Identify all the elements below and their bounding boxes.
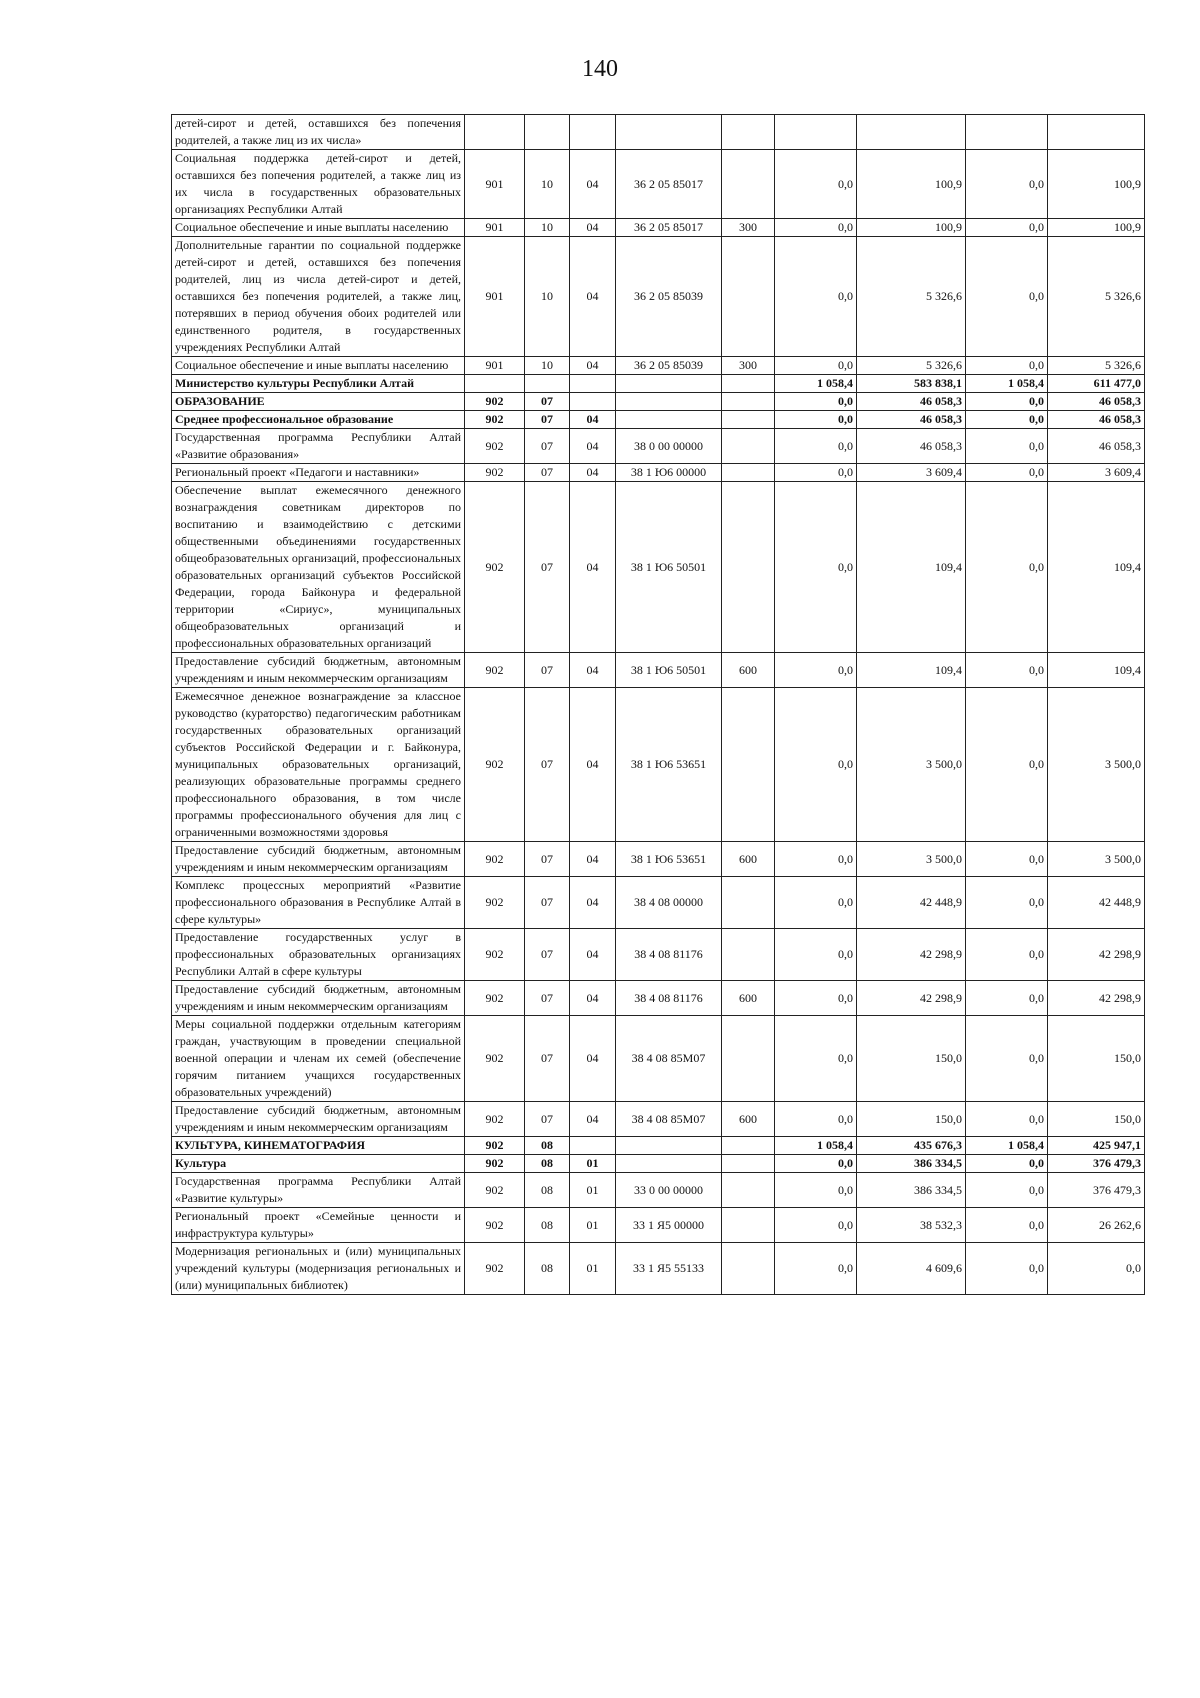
- row-value-1: [775, 115, 857, 150]
- row-value-3: [966, 115, 1048, 150]
- row-gr: [465, 375, 525, 393]
- row-value-4: 425 947,1: [1048, 1137, 1145, 1155]
- row-value-3: 0,0: [966, 1243, 1048, 1295]
- row-value-1: 1 058,4: [775, 375, 857, 393]
- row-rz: 07: [525, 1016, 570, 1102]
- row-rz: 07: [525, 1102, 570, 1137]
- row-value-1: 0,0: [775, 1208, 857, 1243]
- row-rz: [525, 375, 570, 393]
- row-rz: 10: [525, 237, 570, 357]
- row-pr: [570, 393, 616, 411]
- row-value-2: 5 326,6: [857, 237, 966, 357]
- table-row: [172, 1016, 1145, 1102]
- table-row: [172, 1173, 1145, 1208]
- row-csr: 38 4 08 81176: [616, 981, 722, 1016]
- row-pr: 04: [570, 482, 616, 653]
- row-name: Предоставление субсидий бюджетным, автономным учреждениям и иным некоммерческим организациям: [172, 653, 465, 688]
- row-vr: [722, 482, 775, 653]
- row-gr: 902: [465, 688, 525, 842]
- row-rz: 08: [525, 1155, 570, 1173]
- row-rz: 10: [525, 150, 570, 219]
- row-gr: 901: [465, 150, 525, 219]
- row-value-4: 42 448,9: [1048, 877, 1145, 929]
- table-row: [172, 357, 1145, 375]
- row-value-1: 0,0: [775, 981, 857, 1016]
- row-gr: 902: [465, 482, 525, 653]
- row-rz: 07: [525, 464, 570, 482]
- row-name: Предоставление субсидий бюджетным, автономным учреждениям и иным некоммерческим организациям: [172, 981, 465, 1016]
- row-csr: 36 2 05 85017: [616, 150, 722, 219]
- row-rz: 07: [525, 929, 570, 981]
- row-csr: 33 0 00 00000: [616, 1173, 722, 1208]
- row-pr: 01: [570, 1173, 616, 1208]
- row-value-1: 0,0: [775, 482, 857, 653]
- row-gr: 902: [465, 1173, 525, 1208]
- row-csr: 38 1 Ю6 00000: [616, 464, 722, 482]
- row-rz: 10: [525, 357, 570, 375]
- row-value-1: 0,0: [775, 877, 857, 929]
- row-value-1: 0,0: [775, 1173, 857, 1208]
- row-csr: 38 1 Ю6 53651: [616, 688, 722, 842]
- row-name: Обеспечение выплат ежемесячного денежного вознаграждения советникам директоров по воспитанию и взаимодействию с детскими общественными объединениями государственных общеобразовательных организаций, профессиональных образовательных организаций субъектов Российской Федерации, города Байконура и федеральной территории «Сириус», муниципальных общеобразовательных организаций и профессиональных образовательных организаций: [172, 482, 465, 653]
- budget-table: [171, 114, 1145, 1295]
- row-value-1: 0,0: [775, 237, 857, 357]
- row-value-4: 46 058,3: [1048, 429, 1145, 464]
- row-pr: 04: [570, 1016, 616, 1102]
- row-csr: [616, 393, 722, 411]
- row-value-3: 0,0: [966, 482, 1048, 653]
- row-value-1: 0,0: [775, 842, 857, 877]
- row-name: Предоставление государственных услуг в профессиональных образовательных организациях Республики Алтай в сфере культуры: [172, 929, 465, 981]
- table-row: [172, 688, 1145, 842]
- row-rz: 07: [525, 688, 570, 842]
- row-rz: 10: [525, 219, 570, 237]
- row-value-2: 42 448,9: [857, 877, 966, 929]
- row-vr: 600: [722, 1102, 775, 1137]
- row-name: Ежемесячное денежное вознаграждение за классное руководство (кураторство) педагогическим работникам государственных образовательных организаций субъектов Российской Федерации и г. Байконура, муниципальных образовательных организаций, реализующих образовательные программы среднего профессионального образования, в том числе программы профессионального обучения для лиц с ограниченными возможностями здоровья: [172, 688, 465, 842]
- row-gr: 902: [465, 929, 525, 981]
- table-row: [172, 929, 1145, 981]
- row-pr: 04: [570, 411, 616, 429]
- row-csr: 38 0 00 00000: [616, 429, 722, 464]
- row-rz: 08: [525, 1208, 570, 1243]
- row-vr: 600: [722, 842, 775, 877]
- row-rz: 07: [525, 429, 570, 464]
- row-pr: 04: [570, 929, 616, 981]
- row-rz: 07: [525, 877, 570, 929]
- row-value-2: 386 334,5: [857, 1155, 966, 1173]
- row-value-4: 109,4: [1048, 653, 1145, 688]
- row-value-3: 1 058,4: [966, 1137, 1048, 1155]
- row-name: КУЛЬТУРА, КИНЕМАТОГРАФИЯ: [172, 1137, 465, 1155]
- row-vr: [722, 1016, 775, 1102]
- row-csr: 38 4 08 81176: [616, 929, 722, 981]
- table-row: [172, 981, 1145, 1016]
- row-value-4: 0,0: [1048, 1243, 1145, 1295]
- row-name: Социальное обеспечение и иные выплаты населению: [172, 219, 465, 237]
- row-gr: 902: [465, 411, 525, 429]
- row-value-1: 0,0: [775, 393, 857, 411]
- row-rz: 07: [525, 653, 570, 688]
- row-csr: 38 1 Ю6 53651: [616, 842, 722, 877]
- row-vr: [722, 150, 775, 219]
- row-vr: [722, 929, 775, 981]
- table-row: [172, 653, 1145, 688]
- row-vr: [722, 1208, 775, 1243]
- row-value-1: 0,0: [775, 219, 857, 237]
- row-csr: 38 1 Ю6 50501: [616, 653, 722, 688]
- row-pr: 04: [570, 464, 616, 482]
- row-name: Меры социальной поддержки отдельным категориям граждан, участвующим в проведении специальной военной операции и членам их семей (обеспечение горячим питанием учащихся государственных образовательных учреждений): [172, 1016, 465, 1102]
- row-value-2: 46 058,3: [857, 429, 966, 464]
- row-csr: 38 1 Ю6 50501: [616, 482, 722, 653]
- row-value-1: 1 058,4: [775, 1137, 857, 1155]
- row-csr: [616, 375, 722, 393]
- row-csr: 38 4 08 85М07: [616, 1016, 722, 1102]
- row-name: Государственная программа Республики Алтай «Развитие образования»: [172, 429, 465, 464]
- row-value-1: 0,0: [775, 411, 857, 429]
- row-value-4: 376 479,3: [1048, 1155, 1145, 1173]
- row-pr: 04: [570, 688, 616, 842]
- row-csr: 38 4 08 85М07: [616, 1102, 722, 1137]
- row-value-1: 0,0: [775, 1102, 857, 1137]
- table-row: [172, 1243, 1145, 1295]
- row-name: Социальное обеспечение и иные выплаты населению: [172, 357, 465, 375]
- row-csr: [616, 411, 722, 429]
- row-pr: [570, 375, 616, 393]
- table-row: [172, 464, 1145, 482]
- row-value-3: 0,0: [966, 842, 1048, 877]
- row-gr: 901: [465, 237, 525, 357]
- row-value-3: 0,0: [966, 929, 1048, 981]
- row-vr: [722, 1137, 775, 1155]
- row-pr: 04: [570, 877, 616, 929]
- row-rz: 07: [525, 981, 570, 1016]
- row-pr: 04: [570, 219, 616, 237]
- row-name: Министерство культуры Республики Алтай: [172, 375, 465, 393]
- row-value-4: 150,0: [1048, 1102, 1145, 1137]
- row-value-4: 150,0: [1048, 1016, 1145, 1102]
- row-rz: 08: [525, 1173, 570, 1208]
- row-pr: [570, 1137, 616, 1155]
- row-value-3: 0,0: [966, 981, 1048, 1016]
- table-row: [172, 1208, 1145, 1243]
- row-rz: 07: [525, 411, 570, 429]
- row-value-4: 376 479,3: [1048, 1173, 1145, 1208]
- row-gr: 902: [465, 1243, 525, 1295]
- row-rz: 07: [525, 393, 570, 411]
- row-value-4: 5 326,6: [1048, 357, 1145, 375]
- row-value-3: 0,0: [966, 653, 1048, 688]
- row-value-1: 0,0: [775, 429, 857, 464]
- row-value-4: 26 262,6: [1048, 1208, 1145, 1243]
- row-csr: [616, 1155, 722, 1173]
- table-row: [172, 482, 1145, 653]
- row-gr: 902: [465, 842, 525, 877]
- row-vr: [722, 115, 775, 150]
- row-value-1: 0,0: [775, 1016, 857, 1102]
- row-value-4: 5 326,6: [1048, 237, 1145, 357]
- table-row: [172, 1155, 1145, 1173]
- row-vr: [722, 1243, 775, 1295]
- row-pr: 04: [570, 237, 616, 357]
- row-value-2: 3 500,0: [857, 842, 966, 877]
- row-vr: [722, 411, 775, 429]
- row-rz: 08: [525, 1243, 570, 1295]
- row-value-3: 0,0: [966, 150, 1048, 219]
- table-row: [172, 877, 1145, 929]
- row-value-4: 3 500,0: [1048, 688, 1145, 842]
- row-name: Дополнительные гарантии по социальной поддержке детей-сирот и детей, оставшихся без попечения родителей, лиц из числа детей-сирот и детей, оставшихся без попечения родителей, а также лиц, потерявших в период обучения обоих родителей или единственного родителя, в государственных учреждениях Республики Алтай: [172, 237, 465, 357]
- row-name: Региональный проект «Педагоги и наставники»: [172, 464, 465, 482]
- row-value-3: 0,0: [966, 1102, 1048, 1137]
- row-value-2: 109,4: [857, 482, 966, 653]
- row-vr: 600: [722, 981, 775, 1016]
- row-name: Предоставление субсидий бюджетным, автономным учреждениям и иным некоммерческим организациям: [172, 1102, 465, 1137]
- row-value-2: 109,4: [857, 653, 966, 688]
- row-value-2: 42 298,9: [857, 981, 966, 1016]
- row-value-2: 38 532,3: [857, 1208, 966, 1243]
- row-vr: [722, 464, 775, 482]
- row-value-2: 583 838,1: [857, 375, 966, 393]
- row-value-3: 0,0: [966, 464, 1048, 482]
- row-name: ОБРАЗОВАНИЕ: [172, 393, 465, 411]
- row-value-1: 0,0: [775, 688, 857, 842]
- row-rz: [525, 115, 570, 150]
- row-value-2: 3 609,4: [857, 464, 966, 482]
- row-csr: 36 2 05 85039: [616, 357, 722, 375]
- row-rz: 08: [525, 1137, 570, 1155]
- row-gr: 902: [465, 981, 525, 1016]
- row-value-2: 3 500,0: [857, 688, 966, 842]
- row-gr: 902: [465, 1208, 525, 1243]
- row-pr: 04: [570, 842, 616, 877]
- row-value-2: 5 326,6: [857, 357, 966, 375]
- row-name: Среднее профессиональное образование: [172, 411, 465, 429]
- row-gr: 901: [465, 219, 525, 237]
- row-vr: [722, 375, 775, 393]
- row-gr: 902: [465, 1102, 525, 1137]
- row-value-4: 42 298,9: [1048, 929, 1145, 981]
- row-value-4: 42 298,9: [1048, 981, 1145, 1016]
- row-value-4: 3 609,4: [1048, 464, 1145, 482]
- row-pr: [570, 115, 616, 150]
- table-row: [172, 393, 1145, 411]
- table-row: [172, 219, 1145, 237]
- row-name: Предоставление субсидий бюджетным, автономным учреждениям и иным некоммерческим организациям: [172, 842, 465, 877]
- row-csr: 36 2 05 85039: [616, 237, 722, 357]
- row-value-1: 0,0: [775, 1155, 857, 1173]
- row-value-2: 100,9: [857, 219, 966, 237]
- row-rz: 07: [525, 842, 570, 877]
- row-value-2: [857, 115, 966, 150]
- row-value-4: 3 500,0: [1048, 842, 1145, 877]
- row-value-4: 611 477,0: [1048, 375, 1145, 393]
- table-row: [172, 1102, 1145, 1137]
- row-pr: 04: [570, 150, 616, 219]
- table-row: [172, 150, 1145, 219]
- row-vr: [722, 1173, 775, 1208]
- row-value-1: 0,0: [775, 1243, 857, 1295]
- row-value-1: 0,0: [775, 464, 857, 482]
- row-value-1: 0,0: [775, 653, 857, 688]
- row-pr: 04: [570, 653, 616, 688]
- row-value-4: 46 058,3: [1048, 411, 1145, 429]
- row-csr: 33 1 Я5 55133: [616, 1243, 722, 1295]
- row-vr: 600: [722, 653, 775, 688]
- row-vr: [722, 237, 775, 357]
- row-csr: [616, 1137, 722, 1155]
- page-number: 140: [582, 56, 618, 82]
- row-value-3: 0,0: [966, 1016, 1048, 1102]
- row-value-3: 1 058,4: [966, 375, 1048, 393]
- row-value-4: 100,9: [1048, 150, 1145, 219]
- row-rz: 07: [525, 482, 570, 653]
- row-csr: 36 2 05 85017: [616, 219, 722, 237]
- table-row: [172, 1137, 1145, 1155]
- row-value-3: 0,0: [966, 877, 1048, 929]
- row-value-3: 0,0: [966, 1208, 1048, 1243]
- row-value-2: 150,0: [857, 1016, 966, 1102]
- row-pr: 04: [570, 1102, 616, 1137]
- table-body: [172, 115, 1145, 1295]
- row-value-2: 435 676,3: [857, 1137, 966, 1155]
- row-value-2: 46 058,3: [857, 393, 966, 411]
- row-value-4: 109,4: [1048, 482, 1145, 653]
- row-value-4: 46 058,3: [1048, 393, 1145, 411]
- table-row: [172, 237, 1145, 357]
- table-row: [172, 375, 1145, 393]
- row-value-2: 46 058,3: [857, 411, 966, 429]
- row-value-3: 0,0: [966, 429, 1048, 464]
- row-gr: 902: [465, 653, 525, 688]
- row-value-3: 0,0: [966, 237, 1048, 357]
- row-pr: 04: [570, 429, 616, 464]
- row-vr: [722, 1155, 775, 1173]
- row-vr: [722, 393, 775, 411]
- table-row: [172, 842, 1145, 877]
- row-vr: [722, 429, 775, 464]
- row-gr: 902: [465, 393, 525, 411]
- row-gr: 902: [465, 877, 525, 929]
- row-pr: 01: [570, 1243, 616, 1295]
- row-value-3: 0,0: [966, 1173, 1048, 1208]
- row-csr: 33 1 Я5 00000: [616, 1208, 722, 1243]
- row-name: Государственная программа Республики Алтай «Развитие культуры»: [172, 1173, 465, 1208]
- row-value-1: 0,0: [775, 150, 857, 219]
- row-value-2: 100,9: [857, 150, 966, 219]
- row-value-3: 0,0: [966, 219, 1048, 237]
- row-value-4: 100,9: [1048, 219, 1145, 237]
- row-pr: 01: [570, 1208, 616, 1243]
- row-value-2: 386 334,5: [857, 1173, 966, 1208]
- row-name: детей-сирот и детей, оставшихся без попечения родителей, а также лиц из их числа»: [172, 115, 465, 150]
- table-row: [172, 429, 1145, 464]
- row-pr: 04: [570, 357, 616, 375]
- row-value-1: 0,0: [775, 357, 857, 375]
- row-value-2: 42 298,9: [857, 929, 966, 981]
- row-vr: 300: [722, 219, 775, 237]
- row-pr: 04: [570, 981, 616, 1016]
- row-gr: 902: [465, 429, 525, 464]
- row-gr: 902: [465, 464, 525, 482]
- row-name: Комплекс процессных мероприятий «Развитие профессионального образования в Республике Алтай в сфере культуры»: [172, 877, 465, 929]
- row-name: Региональный проект «Семейные ценности и инфраструктура культуры»: [172, 1208, 465, 1243]
- row-pr: 01: [570, 1155, 616, 1173]
- row-vr: [722, 877, 775, 929]
- row-gr: 902: [465, 1016, 525, 1102]
- row-value-3: 0,0: [966, 688, 1048, 842]
- row-name: Модернизация региональных и (или) муниципальных учреждений культуры (модернизация региональных и (или) муниципальных библиотек): [172, 1243, 465, 1295]
- row-gr: 902: [465, 1155, 525, 1173]
- row-value-3: 0,0: [966, 411, 1048, 429]
- table-row: [172, 411, 1145, 429]
- row-gr: 901: [465, 357, 525, 375]
- row-name: Культура: [172, 1155, 465, 1173]
- row-value-4: [1048, 115, 1145, 150]
- row-value-3: 0,0: [966, 357, 1048, 375]
- row-value-1: 0,0: [775, 929, 857, 981]
- row-value-2: 4 609,6: [857, 1243, 966, 1295]
- row-gr: [465, 115, 525, 150]
- row-value-3: 0,0: [966, 393, 1048, 411]
- row-vr: [722, 688, 775, 842]
- row-gr: 902: [465, 1137, 525, 1155]
- row-name: Социальная поддержка детей-сирот и детей, оставшихся без попечения родителей, а также лиц из их числа в государственных образовательных организациях Республики Алтай: [172, 150, 465, 219]
- row-value-2: 150,0: [857, 1102, 966, 1137]
- row-vr: 300: [722, 357, 775, 375]
- row-csr: 38 4 08 00000: [616, 877, 722, 929]
- row-value-3: 0,0: [966, 1155, 1048, 1173]
- row-csr: [616, 115, 722, 150]
- table-row: [172, 115, 1145, 150]
